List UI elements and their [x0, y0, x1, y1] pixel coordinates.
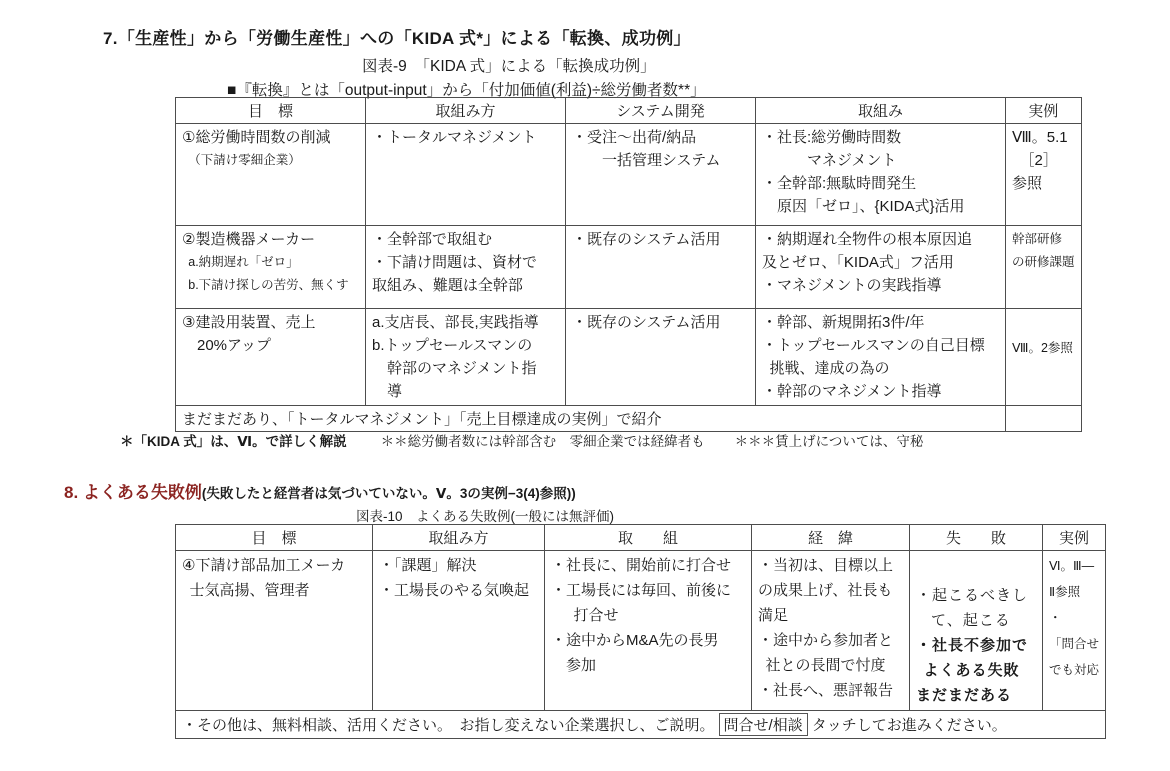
t9-r3-example: Ⅷ。2参照 — [1006, 309, 1082, 406]
t10-r1-failure: ・起こるべきし て、起こる ・社長不参加で よくある失敗 まだまだある — [910, 551, 1043, 711]
figure10-caption: 図表-10 よくある失敗例(一般には無評価) — [356, 509, 615, 524]
t9-header-row — [176, 98, 1082, 124]
t10-footer-row — [176, 711, 1106, 739]
t9-r2-goal: ②製造機器メーカー a.納期遅れ「ゼロ」 b.下請け探しの苦労、無くす — [176, 226, 366, 309]
t9-r2-system: ・既存のシステム活用 — [566, 226, 756, 309]
t10-r1-approach: ・「課題」解決 ・工場長のやる気喚起 — [373, 551, 545, 711]
t9-r3-action: ・幹部、新規開拓3件/年 ・トップセールスマンの自己目標 挑戦、達成の為の ・幹部のマネジメント指導 — [756, 309, 1006, 406]
section8-title: 8. よくある失敗例 — [64, 483, 202, 502]
t9-row-1 — [176, 124, 1082, 226]
t9-footer-empty — [1006, 406, 1082, 432]
t9-header-approach: 取組み方 — [366, 98, 566, 124]
t10-row-4 — [176, 551, 1106, 711]
t9-r3-system: ・既存のシステム活用 — [566, 309, 756, 406]
section7-heading: 7.「生産性」から「労働生産性」への「KIDA 式*」による「転換、成功例」 — [103, 29, 691, 48]
t10-r1-course: ・当初は、目標以上 の成果上げ、社長も 満足 ・途中から参加者と 社との長間で忖度 ・社長へ、悪評報告 — [752, 551, 910, 711]
t10-r1-action: ・社長に、開始前に打合せ ・工場長には毎回、前後に 打合せ ・途中からM&A先の長男 参加 — [545, 551, 752, 711]
t9-r2-approach: ・全幹部で取組む ・下請け問題は、資材で 取組み、難題は全幹部 — [366, 226, 566, 309]
t9-r3-goal: ③建設用装置、売上 20%アップ — [176, 309, 366, 406]
figure9-subtitle: ■『転換』とは「output-input」から「付加価値(利益)÷総労働者数**」 — [227, 82, 706, 99]
figure9-footnotes — [120, 430, 923, 450]
t10-header-action: 取 組 — [545, 525, 752, 551]
t10-r1-example: Ⅵ。Ⅲ— Ⅱ参照 ・ 「問合せ でも対応 — [1043, 551, 1106, 711]
contact-consult-button[interactable]: 問合せ/相談 — [719, 713, 808, 736]
t10-footer-note — [176, 711, 1106, 739]
t9-header-action: 取組み — [756, 98, 1006, 124]
t10-header-approach: 取組み方 — [373, 525, 545, 551]
t10-header-example: 実例 — [1043, 525, 1106, 551]
t9-r2-example: 幹部研修 の研修課題 — [1006, 226, 1082, 309]
footnote-wage: ＊＊＊賃上げについては、守秘 — [734, 434, 924, 449]
t9-header-goal: 目 標 — [176, 98, 366, 124]
t9-header-system: システム開発 — [566, 98, 756, 124]
t9-row-3 — [176, 309, 1082, 406]
t10-footer-text1: ・その他は、無料相談、活用ください。 お指し変えない企業選択し、ご説明。 — [182, 717, 715, 734]
section8-note: (失敗したと経営者は気づいていない。Ⅴ。3の実例−3(4)参照)) — [201, 486, 576, 501]
t10-header-row — [176, 525, 1106, 551]
t9-r3-approach: a.支店長、部長,実践指導 b.トップセールスマンの 幹部のマネジメント指 導 — [366, 309, 566, 406]
t9-row-2 — [176, 226, 1082, 309]
t9-r1-system: ・受注～出荷/納品 一括管理システム — [566, 124, 756, 226]
t9-r1-approach: ・トータルマネジメント — [366, 124, 566, 226]
table-figure9 — [175, 97, 1082, 432]
footnote-kida: ＊「KIDA 式」は、Ⅵ。で詳しく解説 — [120, 434, 347, 449]
t9-footer-row — [176, 406, 1082, 432]
t10-header-goal: 目 標 — [176, 525, 373, 551]
footnote-workers: ＊＊総労働者数には幹部含む 零細企業では経緯者も — [380, 434, 705, 449]
t9-r1-example: Ⅷ。5.1 ［2］ 参照 — [1006, 124, 1082, 226]
figure9-caption: 図表-9 「KIDA 式」による「転換成功例」 — [362, 58, 656, 75]
t9-footer-note: まだまだあり、「トータルマネジメント」「売上目標達成の実例」で紹介 — [176, 406, 1006, 432]
t9-r2-action: ・納期遅れ全物件の根本原因追 及とゼロ、「KIDA式」フ活用 ・マネジメントの実践指導 — [756, 226, 1006, 309]
section8-heading — [64, 478, 576, 503]
table-figure10 — [175, 524, 1106, 739]
t10-footer-text2: タッチしてお進みください。 — [811, 717, 1007, 734]
t10-header-course: 経 緯 — [752, 525, 910, 551]
t10-r1-goal: ④下請け部品加工メーカ 士気高揚、管理者 — [176, 551, 373, 711]
t10-header-failure: 失 敗 — [910, 525, 1043, 551]
t9-header-example: 実例 — [1006, 98, 1082, 124]
t9-r1-action: ・社長:総労働時間数 マネジメント ・全幹部:無駄時間発生 原因「ゼロ」、{KIDA式}活用 — [756, 124, 1006, 226]
t9-r1-goal: ①総労働時間数の削減 （下請け零細企業） — [176, 124, 366, 226]
